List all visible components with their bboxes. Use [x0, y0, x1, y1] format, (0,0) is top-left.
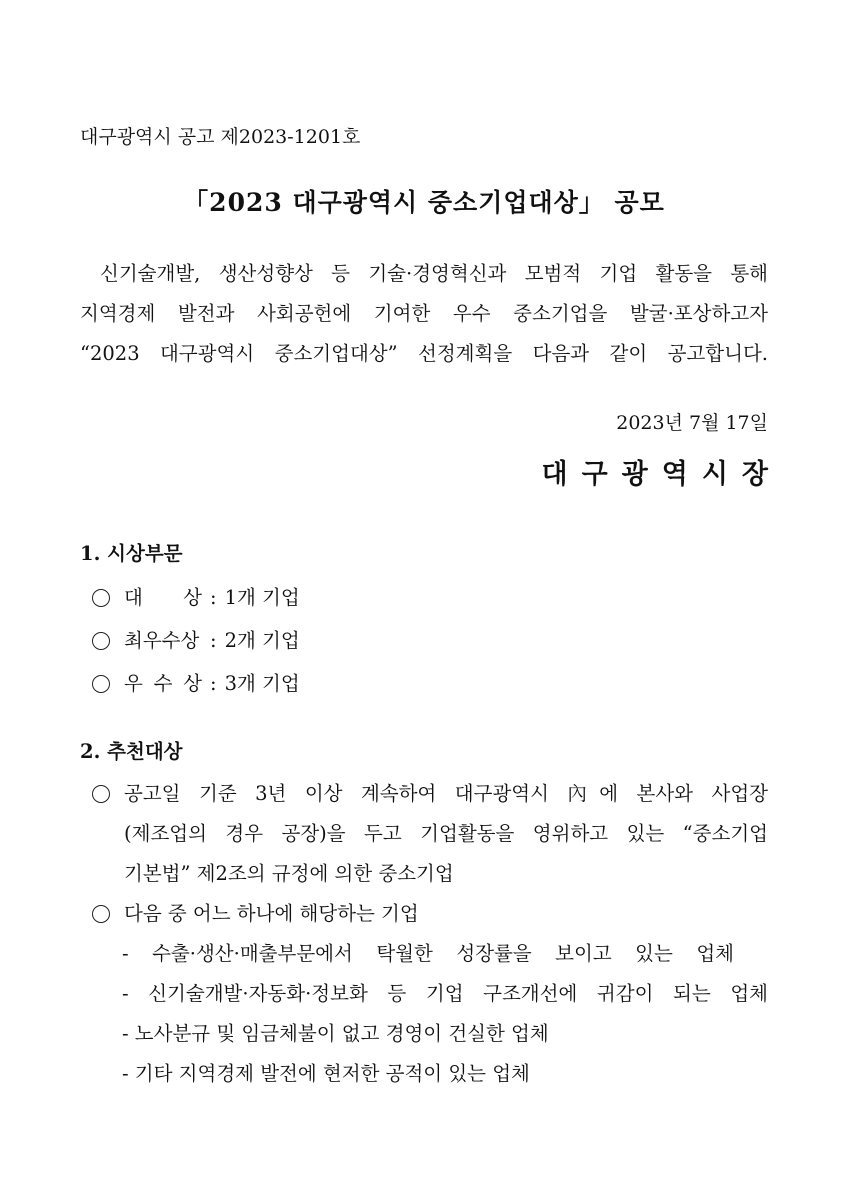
circle-bullet-icon — [92, 785, 110, 803]
eligibility-item-1-line-3: 기본법” 제2조의 규정에 의한 중소기업 — [124, 862, 454, 885]
signer: 대구광역시장 — [541, 459, 782, 490]
award-item-merit — [92, 668, 300, 696]
award-separator: : — [210, 672, 217, 695]
sub-item: - 기타 지역경제 발전에 현저한 공적이 있는 업체 — [122, 1062, 530, 1085]
award-value: 1개 기업 — [224, 586, 300, 609]
eligibility-text: 다음 중 어느 하나에 해당하는 기업 — [124, 902, 419, 925]
eligibility-item-1-line-2: (제조업의 경우 공장)을 두고 기업활동을 영위하고 있는 “중소기업 — [124, 822, 768, 845]
award-value: 3개 기업 — [224, 672, 300, 695]
award-separator: : — [210, 629, 217, 652]
sub-item: - 노사분규 및 임금체불이 없고 경영이 건실한 업체 — [122, 1022, 549, 1045]
eligibility-item-1-line-1 — [92, 778, 768, 806]
award-value: 2개 기업 — [224, 629, 300, 652]
award-separator: : — [210, 586, 217, 609]
notice-number: 대구광역시 공고 제2023-1201호 — [80, 126, 361, 148]
circle-bullet-icon — [92, 589, 110, 607]
circle-bullet-icon — [92, 675, 110, 693]
section-2-heading: 2. 추천대상 — [80, 740, 183, 763]
award-label: 우 수 상 — [124, 672, 202, 695]
intro-line-2: 지역경제 발전과 사회공헌에 기여한 우수 중소기업을 발굴·포상하고자 — [80, 302, 768, 325]
intro-line-3: “2023 대구광역시 중소기업대상” 선정계획을 다음과 같이 공고합니다. — [80, 342, 768, 365]
award-label: 최우수상 — [124, 629, 200, 652]
eligibility-text: 공고일 기준 3년 이상 계속하여 대구광역시 內에 본사와 사업장 — [124, 782, 768, 805]
circle-bullet-icon — [92, 632, 110, 650]
circle-bullet-icon — [92, 905, 110, 923]
award-item-excellence — [92, 625, 300, 653]
sub-item: - 신기술개발·자동화·정보화 등 기업 구조개선에 귀감이 되는 업체 — [122, 982, 768, 1005]
section-1-heading: 1. 시상부문 — [80, 542, 183, 565]
eligibility-item-2 — [92, 898, 419, 926]
document-title: 「2023 대구광역시 중소기업대상」 공모 — [183, 188, 665, 217]
award-label: 대 상 — [124, 586, 202, 609]
award-item-grand — [92, 582, 300, 610]
sub-item: - 수출·생산·매출부문에서 탁월한 성장률을 보이고 있는 업체 — [122, 942, 734, 965]
notice-date: 2023년 7월 17일 — [616, 412, 768, 434]
intro-line-1: 신기술개발, 생산성향상 등 기술·경영혁신과 모범적 기업 활동을 통해 — [100, 262, 768, 285]
